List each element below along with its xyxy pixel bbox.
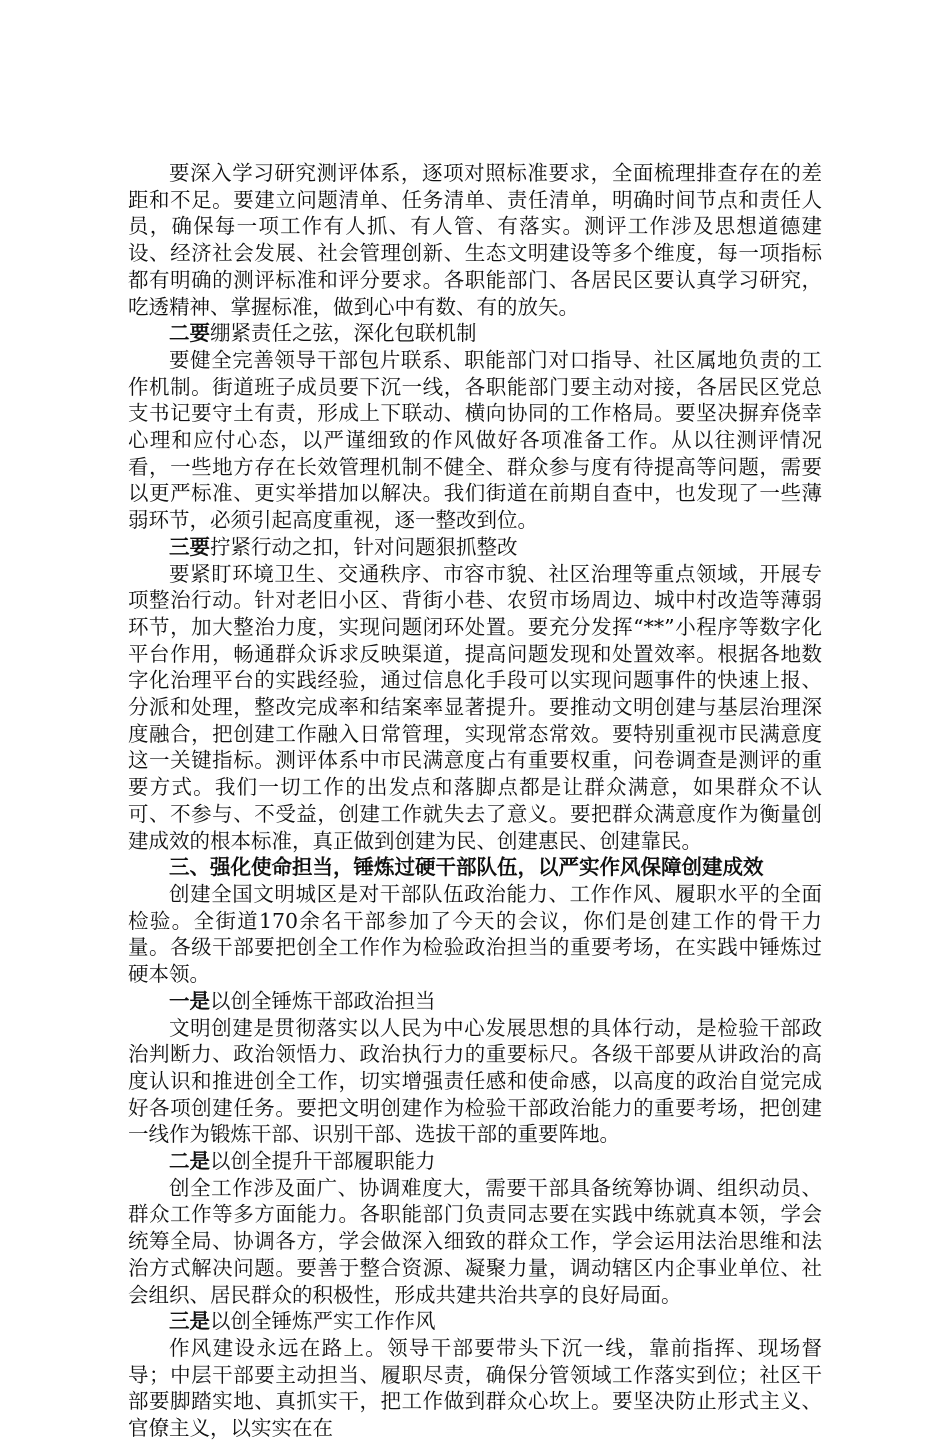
paragraph-action	[128, 561, 822, 855]
heading-lead: 一是	[169, 988, 210, 1013]
paragraph-cadre-intro	[128, 881, 822, 988]
heading-responsibility	[128, 320, 822, 347]
document-page	[128, 160, 822, 1442]
paragraph-text: 文明创建是贯彻落实以人民为中心发展思想的具体行动，是检验干部政治判断力、政治领悟力、政治执行力的重要标尺。各级干部要从讲政治的高度认识和推进创全工作，切实增强责任感和使命感，以高度的政治自觉完成好各项创建任务。要把文明创建作为检验干部政治能力的重要考场，把创建一线作为锻炼干部、识别干部、选拔干部的重要阵地。	[128, 1015, 822, 1147]
paragraph-text: 作风建设永远在路上。领导干部要带头下沉一线，靠前指挥、现场督导；中层干部要主动担当、履职尽责，确保分管领域工作落实到位；社区干部要脚踏实地、真抓实干，把工作做到群众心坎上。要坚决防止形式主义、官僚主义，以实实在在	[128, 1335, 822, 1441]
heading-lead: 三是	[169, 1309, 210, 1334]
heading-text: 以创全锤炼严实工作作风	[210, 1309, 436, 1334]
heading-action	[128, 534, 822, 561]
heading-political	[128, 988, 822, 1015]
section-heading-text: 三、强化使命担当，锤炼过硬干部队伍，以严实作风保障创建成效	[169, 855, 764, 880]
paragraph-ability	[128, 1175, 822, 1309]
heading-text: 以创全锤炼干部政治担当	[210, 988, 436, 1013]
paragraph-text: 创全工作涉及面广、协调难度大，需要干部具备统筹协调、组织动员、群众工作等多方面能力。各职能部门负责同志要在实践中练就真本领，学会统筹全局、协调各方，学会做深入细致的群众工作，学会运用法治思维和法治方式解决问题。要善于整合资源、凝聚力量，调动辖区内企事业单位、社会组织、居民群众的积极性，形成共建共治共享的良好局面。	[128, 1175, 822, 1307]
paragraph-text: 要健全完善领导干部包片联系、职能部门对口指导、社区属地负责的工作机制。街道班子成员要下沉一线，各职能部门要主动对接，各居民区党总支书记要守土有责，形成上下联动、横向协同的工作格局。要坚决摒弃侥幸心理和应付心态，以严谨细致的作风做好各项准备工作。从以往测评情况看，一些地方存在长效管理机制不健全、群众参与度有待提高等问题，需要以更严标准、更实举措加以解决。我们街道在前期自查中，也发现了一些薄弱环节，必须引起高度重视，逐一整改到位。	[128, 347, 822, 533]
paragraph-responsibility	[128, 347, 822, 534]
heading-lead: 三要	[169, 534, 210, 559]
paragraph-text: 创建全国文明城区是对干部队伍政治能力、工作作风、履职水平的全面检验。全街道170余名干部参加了今天的会议，你们是创建工作的骨干力量。各级干部要把创全工作作为检验政治担当的重要考场，在实践中锤炼过硬本领。	[128, 881, 822, 987]
heading-lead: 二要	[169, 321, 210, 346]
heading-text: 以创全提升干部履职能力	[210, 1149, 436, 1174]
heading-lead: 二是	[169, 1149, 210, 1174]
paragraph-text: 要深入学习研究测评体系，逐项对照标准要求，全面梳理排查存在的差距和不足。要建立问题清单、任务清单、责任清单，明确时间节点和责任人员，确保每一项工作有人抓、有人管、有落实。测评工作涉及思想道德建设、经济社会发展、社会管理创新、生态文明建设等多个维度，每一项指标都有明确的测评标准和评分要求。各职能部门、各居民区要认真学习研究，吃透精神、掌握标准，做到心中有数、有的放矢。	[128, 161, 822, 319]
section-heading-three	[128, 854, 822, 881]
heading-text: 绷紧责任之弦，深化包联机制	[210, 321, 477, 346]
heading-text: 拧紧行动之扣，针对问题狠抓整改	[210, 534, 518, 559]
heading-style	[128, 1308, 822, 1335]
paragraph-text: 要紧盯环境卫生、交通秩序、市容市貌、社区治理等重点领域，开展专项整治行动。针对老旧小区、背街小巷、农贸市场周边、城中村改造等薄弱环节，加大整治力度，实现问题闭环处置。要充分发挥“**”小程序等数字化平台作用，畅通群众诉求反映渠道，提高问题发现和处置效率。根据各地数字化治理平台的实践经验，通过信息化手段可以实现问题事件的快速上报、分派和处理，整改完成率和结案率显著提升。要推动文明创建与基层治理深度融合，把创建工作融入日常管理，实现常态常效。要特别重视市民满意度这一关键指标。测评体系中市民满意度占有重要权重，问卷调查是测评的重要方式。我们一切工作的出发点和落脚点都是让群众满意，如果群众不认可、不参与、不受益，创建工作就失去了意义。要把群众满意度作为衡量创建成效的根本标准，真正做到创建为民、创建惠民、创建靠民。	[128, 561, 822, 853]
paragraph-standards	[128, 160, 822, 320]
paragraph-political	[128, 1015, 822, 1149]
paragraph-style	[128, 1335, 822, 1442]
heading-ability	[128, 1148, 822, 1175]
